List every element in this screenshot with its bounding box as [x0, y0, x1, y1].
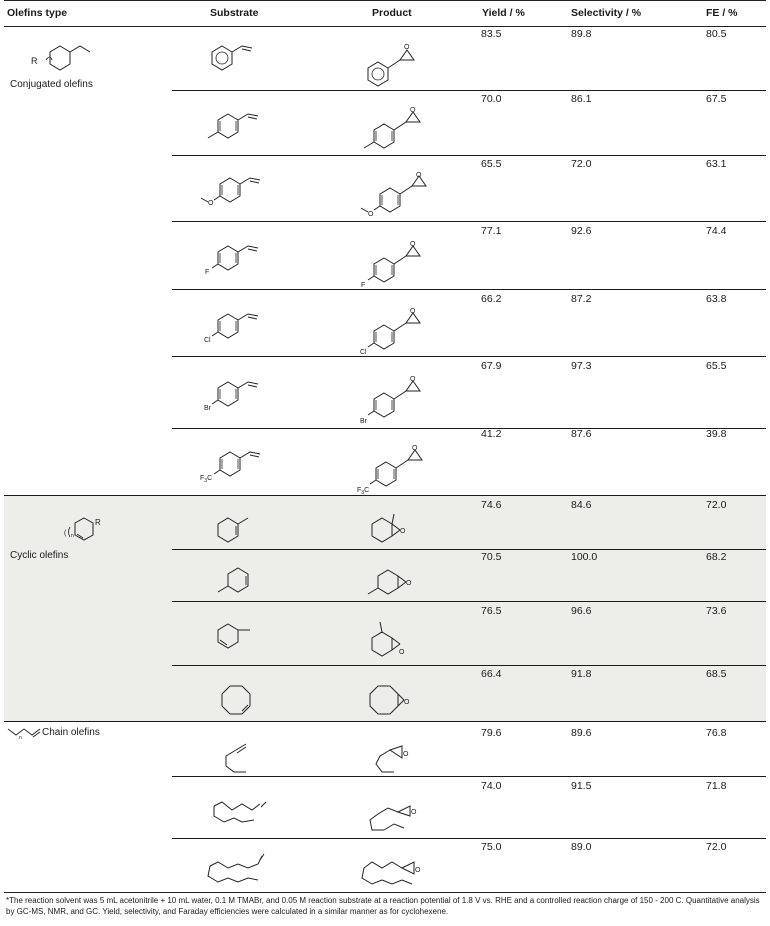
generic-alkene-chain-icon — [6, 725, 42, 741]
fe-value: 72.0 — [706, 499, 727, 511]
1,2-epoxyoctane-structure — [366, 794, 430, 836]
4-fluorostyrene-structure — [200, 236, 280, 282]
svg-text:O: O — [411, 809, 417, 816]
svg-text:Cl: Cl — [204, 337, 211, 344]
yield-value: 83.5 — [481, 28, 502, 40]
svg-text:O: O — [412, 445, 418, 452]
row-separator — [172, 601, 766, 602]
selectivity-value: 89.6 — [571, 727, 592, 739]
row-separator — [172, 665, 766, 666]
4-bromostyrene-structure — [200, 372, 280, 418]
row-separator — [172, 289, 766, 290]
svg-text:O: O — [404, 699, 410, 706]
yield-value: 67.9 — [481, 360, 502, 372]
header-yield: Yield / % — [482, 7, 525, 19]
table-footnote: *The reaction solvent was 5 mL acetonitrile + 10 mL water, 0.1 M TMABr, and 0.05 M reaction substrate at a reaction potential of 1.8 V vs. RHE and a controlled reaction charge of 150 - 200 C. Quantitative analysis by GC-MS, NMR, and GC. Yield, selectivity, and Faraday efficiencies were calculated in a similar manner as for cyclohexene. — [6, 896, 760, 916]
4-bromostyrene-oxide-structure — [358, 375, 450, 425]
selectivity-value: 96.6 — [571, 605, 592, 617]
svg-text:O: O — [410, 308, 416, 315]
row-separator — [172, 776, 766, 777]
styrene-structure — [200, 36, 280, 80]
yield-value: 41.2 — [481, 428, 502, 440]
svg-text:O: O — [368, 211, 374, 218]
fe-value: 63.1 — [706, 158, 727, 170]
4-methoxystyrene-oxide-structure — [358, 172, 450, 220]
fe-value: 73.6 — [706, 605, 727, 617]
r-substituted-styrene-icon — [28, 40, 118, 76]
svg-text:O: O — [415, 867, 421, 874]
cyclooctene-oxide-structure — [366, 682, 426, 722]
svg-text:R: R — [31, 56, 38, 66]
4-trifluoromethylstyrene-structure — [198, 442, 280, 488]
yield-value: 66.2 — [481, 293, 502, 305]
svg-text:F3C: $F_3C$ — [200, 475, 213, 484]
fe-value: 39.8 — [706, 428, 727, 440]
4-methylstyrene-oxide-structure — [360, 106, 450, 154]
svg-text:n: n — [19, 735, 22, 741]
selectivity-value: 84.6 — [571, 499, 592, 511]
3-methylcyclohexene-structure — [210, 620, 270, 656]
svg-text:(: ( — [64, 530, 67, 537]
svg-text:O: O — [410, 241, 416, 248]
fe-value: 71.8 — [706, 780, 727, 792]
svg-text:F3C: $F_3C$ — [357, 487, 370, 494]
fe-value: 74.4 — [706, 225, 727, 237]
svg-text:F: F — [205, 269, 210, 276]
1-methylcyclohexene-oxide-structure — [366, 510, 426, 548]
fe-value: 68.2 — [706, 551, 727, 563]
selectivity-value: 87.6 — [571, 428, 592, 440]
svg-text:O: O — [403, 751, 409, 758]
header-fe: FE / % — [706, 7, 738, 19]
selectivity-value: 100.0 — [571, 551, 598, 563]
svg-text:O: O — [399, 649, 405, 656]
4-methylcyclohexene-structure — [210, 562, 270, 600]
svg-text:O: O — [406, 580, 412, 587]
4-methoxystyrene-structure — [196, 170, 280, 214]
styrene-oxide-structure — [360, 40, 450, 88]
selectivity-value: 89.8 — [571, 28, 592, 40]
svg-text:Cl: Cl — [360, 349, 367, 355]
yield-value: 65.5 — [481, 158, 502, 170]
header-product: Product — [372, 7, 412, 19]
4-methylcyclohexene-oxide-structure — [364, 562, 428, 600]
yield-value: 70.0 — [481, 93, 502, 105]
4-methylstyrene-structure — [200, 104, 280, 148]
4-chlorostyrene-oxide-structure — [358, 307, 450, 355]
generic-cycloalkene-icon — [62, 515, 112, 545]
yield-value: 79.6 — [481, 727, 502, 739]
svg-text:O: O — [400, 528, 406, 535]
fe-value: 67.5 — [706, 93, 727, 105]
yield-value: 76.5 — [481, 605, 502, 617]
fe-value: 65.5 — [706, 360, 727, 372]
row-separator — [172, 428, 766, 429]
1-hexene-structure — [212, 740, 262, 776]
selectivity-value: 92.6 — [571, 225, 592, 237]
1-octene-structure — [210, 796, 270, 832]
fe-value: 80.5 — [706, 28, 727, 40]
row-separator — [172, 155, 766, 156]
svg-text:O: O — [410, 376, 416, 383]
3-methylcyclohexene-oxide-structure — [368, 620, 428, 662]
4-trifluoromethylstyrene-oxide-structure — [356, 442, 450, 494]
svg-text:O: O — [404, 44, 410, 51]
4-chlorostyrene-structure — [200, 304, 280, 350]
selectivity-value: 89.0 — [571, 841, 592, 853]
svg-text:O: O — [416, 172, 422, 179]
cyclooctene-structure — [214, 682, 264, 722]
row-separator — [172, 90, 766, 91]
row-separator — [172, 838, 766, 839]
fe-value: 63.8 — [706, 293, 727, 305]
selectivity-value: 91.8 — [571, 668, 592, 680]
yield-value: 77.1 — [481, 225, 502, 237]
yield-value: 75.0 — [481, 841, 502, 853]
table-bottom-rule — [4, 892, 766, 893]
row-separator — [172, 549, 766, 550]
4-fluorostyrene-oxide-structure — [358, 240, 450, 288]
group-label-cyclic: Cyclic olefins — [10, 550, 69, 561]
yield-value: 74.6 — [481, 499, 502, 511]
svg-text:O: O — [410, 107, 416, 114]
group-label-chain: Chain olefins — [42, 727, 100, 738]
table-header — [4, 0, 766, 27]
1,2-epoxyhexane-structure — [370, 740, 420, 776]
selectivity-value: 72.0 — [571, 158, 592, 170]
1-methylcyclohexene-structure — [210, 512, 270, 548]
selectivity-value: 91.5 — [571, 780, 592, 792]
fe-value: 76.8 — [706, 727, 727, 739]
svg-text:F: F — [361, 282, 366, 288]
yield-value: 70.5 — [481, 551, 502, 563]
selectivity-value: 97.3 — [571, 360, 592, 372]
selectivity-value: 86.1 — [571, 93, 592, 105]
svg-text:O: O — [208, 200, 214, 207]
group-separator — [4, 495, 766, 496]
fe-value: 68.5 — [706, 668, 727, 680]
svg-text:R: R — [95, 518, 101, 527]
row-separator — [172, 221, 766, 222]
1,2-epoxydecane-structure — [358, 850, 438, 892]
1-decene-structure — [204, 852, 276, 890]
svg-text:n: n — [71, 533, 74, 539]
yield-value: 74.0 — [481, 780, 502, 792]
yield-value: 66.4 — [481, 668, 502, 680]
row-separator — [172, 356, 766, 357]
header-olefins-type: Olefins type — [7, 7, 68, 19]
svg-text:Br: Br — [360, 418, 367, 425]
selectivity-value: 87.2 — [571, 293, 592, 305]
svg-text:Br: Br — [204, 405, 211, 412]
header-substrate: Substrate — [210, 7, 259, 19]
group-label-conjugated: Conjugated olefins — [10, 79, 93, 90]
header-selectivity: Selectivity / % — [571, 7, 642, 19]
fe-value: 72.0 — [706, 841, 727, 853]
